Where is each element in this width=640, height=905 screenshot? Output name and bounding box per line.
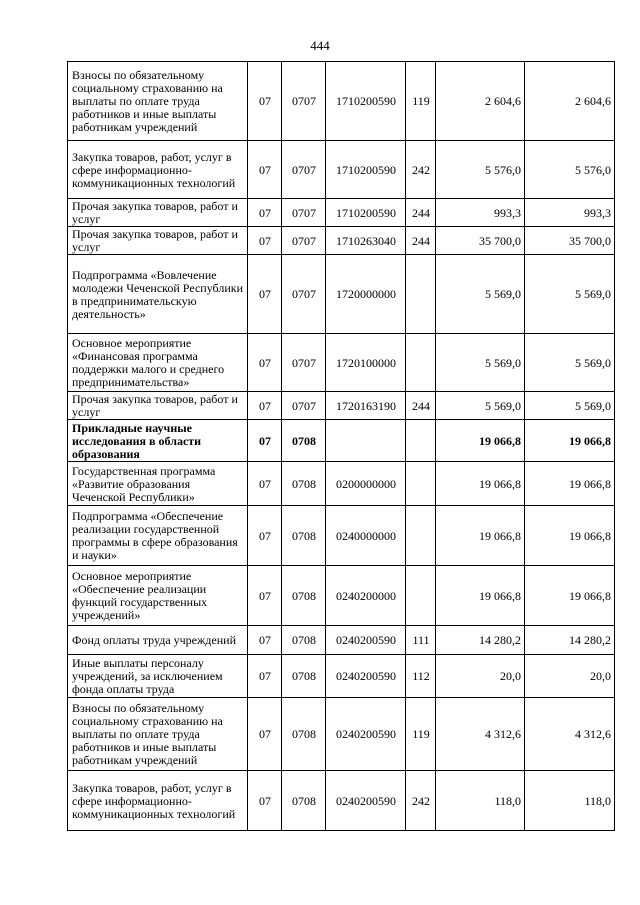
row-subsection: 0707 (282, 227, 326, 255)
row-section: 07 (248, 655, 282, 698)
row-name: Иные выплаты персоналу учреждений, за исключением фонда оплаты труда (68, 655, 248, 698)
row-name: Фонд оплаты труда учреждений (68, 626, 248, 655)
row-subsection: 0707 (282, 392, 326, 420)
row-subsection: 0708 (282, 655, 326, 698)
row-amount-1: 19 066,8 (436, 506, 525, 566)
table-row (68, 255, 615, 334)
row-amount-1: 19 066,8 (436, 420, 525, 462)
table-body (68, 62, 615, 831)
row-expense-type: 111 (406, 626, 436, 655)
row-subsection: 0708 (282, 462, 326, 506)
row-amount-2: 5 569,0 (525, 392, 615, 420)
row-amount-2: 14 280,2 (525, 626, 615, 655)
row-target-article: 0200000000 (326, 462, 406, 506)
row-name: Подпрограмма «Обеспечение реализации государственной программы в сфере образования и науки» (68, 506, 248, 566)
row-subsection: 0708 (282, 566, 326, 626)
row-expense-type (406, 255, 436, 334)
row-expense-type: 244 (406, 199, 436, 227)
row-name: Основное мероприятие «Обеспечение реализации функций государственных учреждений» (68, 566, 248, 626)
row-section: 07 (248, 227, 282, 255)
table-row (68, 141, 615, 199)
row-target-article: 0240200000 (326, 566, 406, 626)
row-name: Государственная программа «Развитие образования Чеченской Республики» (68, 462, 248, 506)
row-section: 07 (248, 566, 282, 626)
row-section: 07 (248, 771, 282, 831)
row-name: Закупка товаров, работ, услуг в сфере информационно-коммуникационных технологий (68, 771, 248, 831)
row-subsection: 0708 (282, 506, 326, 566)
row-amount-1: 5 569,0 (436, 334, 525, 392)
budget-table (67, 61, 615, 831)
table-row (68, 199, 615, 227)
table-row (68, 462, 615, 506)
row-name: Прочая закупка товаров, работ и услуг (68, 227, 248, 255)
row-target-article: 0240200590 (326, 655, 406, 698)
row-target-article: 1710200590 (326, 62, 406, 141)
row-amount-1: 14 280,2 (436, 626, 525, 655)
row-target-article (326, 420, 406, 462)
row-section: 07 (248, 506, 282, 566)
row-expense-type: 119 (406, 698, 436, 771)
row-section: 07 (248, 420, 282, 462)
row-expense-type: 242 (406, 771, 436, 831)
table-row (68, 566, 615, 626)
table-row (68, 771, 615, 831)
row-subsection: 0708 (282, 420, 326, 462)
row-amount-1: 2 604,6 (436, 62, 525, 141)
row-expense-type: 112 (406, 655, 436, 698)
row-amount-2: 19 066,8 (525, 462, 615, 506)
row-amount-2: 35 700,0 (525, 227, 615, 255)
row-subsection: 0708 (282, 626, 326, 655)
row-amount-2: 5 569,0 (525, 255, 615, 334)
row-target-article: 1720000000 (326, 255, 406, 334)
row-section: 07 (248, 199, 282, 227)
row-subsection: 0707 (282, 199, 326, 227)
row-amount-1: 19 066,8 (436, 566, 525, 626)
row-section: 07 (248, 255, 282, 334)
row-section: 07 (248, 141, 282, 199)
row-amount-1: 5 569,0 (436, 255, 525, 334)
row-target-article: 1720163190 (326, 392, 406, 420)
row-target-article: 0240200590 (326, 698, 406, 771)
table-row (68, 655, 615, 698)
table-row (68, 626, 615, 655)
row-amount-2: 19 066,8 (525, 420, 615, 462)
row-expense-type (406, 566, 436, 626)
row-amount-2: 4 312,6 (525, 698, 615, 771)
row-name: Прикладные научные исследования в области образования (68, 420, 248, 462)
row-name: Основное мероприятие «Финансовая программа поддержки малого и среднего предпринимательства» (68, 334, 248, 392)
row-subsection: 0707 (282, 141, 326, 199)
row-target-article: 0240200590 (326, 771, 406, 831)
row-target-article: 1710200590 (326, 141, 406, 199)
table-row (68, 62, 615, 141)
row-expense-type: 119 (406, 62, 436, 141)
table-row (68, 392, 615, 420)
row-expense-type (406, 334, 436, 392)
row-expense-type (406, 462, 436, 506)
row-name: Взносы по обязательному социальному страхованию на выплаты по оплате труда работников и иные выплаты работникам учреждений (68, 698, 248, 771)
row-target-article: 0240000000 (326, 506, 406, 566)
row-expense-type (406, 420, 436, 462)
row-expense-type (406, 506, 436, 566)
row-amount-1: 35 700,0 (436, 227, 525, 255)
row-amount-2: 993,3 (525, 199, 615, 227)
table-row (68, 506, 615, 566)
row-amount-1: 20,0 (436, 655, 525, 698)
row-name: Закупка товаров, работ, услуг в сфере информационно-коммуникационных технологий (68, 141, 248, 199)
row-target-article: 0240200590 (326, 626, 406, 655)
page-number: 444 (310, 38, 330, 53)
row-expense-type: 242 (406, 141, 436, 199)
row-amount-2: 2 604,6 (525, 62, 615, 141)
row-subsection: 0708 (282, 698, 326, 771)
row-subsection: 0708 (282, 771, 326, 831)
row-amount-1: 993,3 (436, 199, 525, 227)
row-section: 07 (248, 62, 282, 141)
row-amount-2: 19 066,8 (525, 506, 615, 566)
row-amount-2: 19 066,8 (525, 566, 615, 626)
row-amount-1: 5 569,0 (436, 392, 525, 420)
table-row (68, 227, 615, 255)
table-row (68, 698, 615, 771)
row-name: Прочая закупка товаров, работ и услуг (68, 199, 248, 227)
row-amount-2: 118,0 (525, 771, 615, 831)
row-target-article: 1720100000 (326, 334, 406, 392)
row-target-article: 1710200590 (326, 199, 406, 227)
row-section: 07 (248, 626, 282, 655)
row-name: Подпрограмма «Вовлечение молодежи Чеченской Республики в предпринимательскую деятельность» (68, 255, 248, 334)
row-amount-1: 5 576,0 (436, 141, 525, 199)
row-section: 07 (248, 392, 282, 420)
row-target-article: 1710263040 (326, 227, 406, 255)
row-section: 07 (248, 462, 282, 506)
row-amount-1: 19 066,8 (436, 462, 525, 506)
row-name: Прочая закупка товаров, работ и услуг (68, 392, 248, 420)
table-row (68, 420, 615, 462)
row-amount-1: 118,0 (436, 771, 525, 831)
row-amount-2: 20,0 (525, 655, 615, 698)
row-subsection: 0707 (282, 334, 326, 392)
row-expense-type: 244 (406, 392, 436, 420)
row-expense-type: 244 (406, 227, 436, 255)
row-section: 07 (248, 334, 282, 392)
row-section: 07 (248, 698, 282, 771)
row-name: Взносы по обязательному социальному страхованию на выплаты по оплате труда работников и иные выплаты работникам учреждений (68, 62, 248, 141)
row-subsection: 0707 (282, 62, 326, 141)
table-row (68, 334, 615, 392)
row-amount-2: 5 569,0 (525, 334, 615, 392)
row-amount-2: 5 576,0 (525, 141, 615, 199)
row-amount-1: 4 312,6 (436, 698, 525, 771)
row-subsection: 0707 (282, 255, 326, 334)
